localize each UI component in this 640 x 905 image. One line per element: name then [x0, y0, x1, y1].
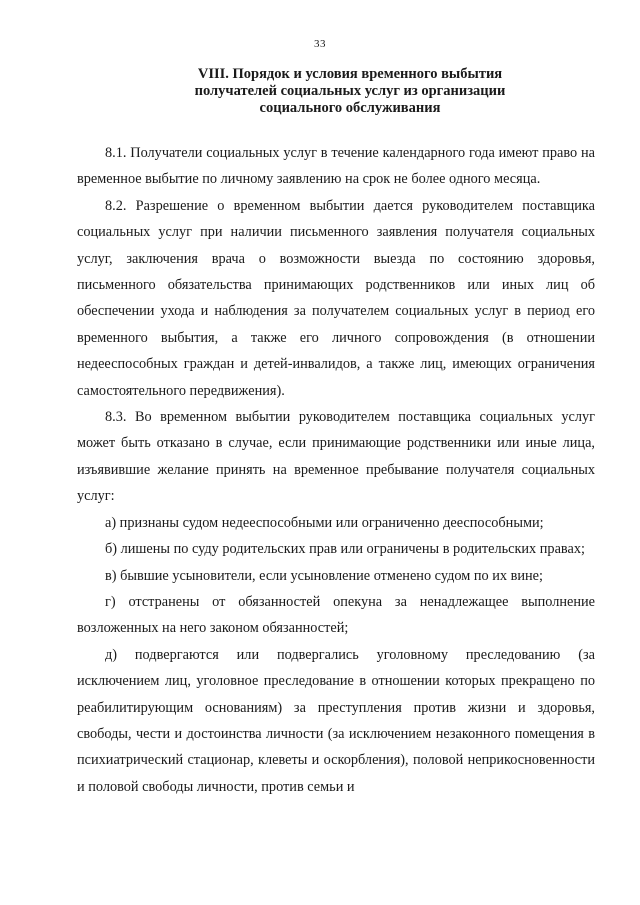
document-body: [77, 140, 595, 800]
heading-line: получателей социальных услуг из организации: [194, 83, 506, 99]
list-item-d: д) подвергаются или подвергались уголовному преследованию (за исключением лиц, уголовное преследование в отношении которых прекращено по реабилитирующим основаниям) за преступления против жизни и здоровья, свободы, чести и достоинства личности (за исключением незаконного помещения в психиатрический стационар, клеветы и оскорбления), половой неприкосновенности и половой свободы личности, против семьи и: [77, 646, 595, 795]
list-item-g: г) отстранены от обязанностей опекуна за ненадлежащее выполнение возложенных на него законом обязанностей;: [77, 593, 595, 637]
paragraph-8-2: 8.2. Разрешение о временном выбытии дается руководителем поставщика социальных услуг при наличии письменного заявления получателя социальных услуг, заключения врача о возможности выезда по состоянию здоровья, письменного обязательства принимающих родственников или иных лиц об обеспечении ухода и наблюдения за получателем социальных услуг в период его временного выбытия, а также его личного сопровождения (в отношении недееспособных граждан и детей-инвалидов, а также лиц, имеющих ограничения самостоятельного передвижения).: [77, 197, 595, 399]
paragraph-8-1: 8.1. Получатели социальных услуг в течение календарного года имеют право на временное выбытие по личному заявлению на срок не более одного месяца.: [77, 145, 595, 188]
list-item-a: а) признаны судом недееспособными или ограниченно дееспособными;: [105, 514, 544, 531]
list-item-b: б) лишены по суду родительских прав или ограничены в родительских правах;: [105, 541, 585, 558]
list-item-v: в) бывшие усыновители, если усыновление отменено судом по их вине;: [105, 567, 543, 584]
page-number: 33: [314, 38, 326, 50]
heading-line: VIII. Порядок и условия временного выбытия: [197, 66, 503, 82]
paragraph-8-3: 8.3. Во временном выбытии руководителем поставщика социальных услуг может быть отказано в случае, если принимающие родственники или иные лица, изъявившие желание принять на временное пребывание получателя социальных услуг:: [77, 409, 595, 505]
heading-line: социального обслуживания: [259, 100, 441, 116]
section-heading: [150, 66, 550, 117]
